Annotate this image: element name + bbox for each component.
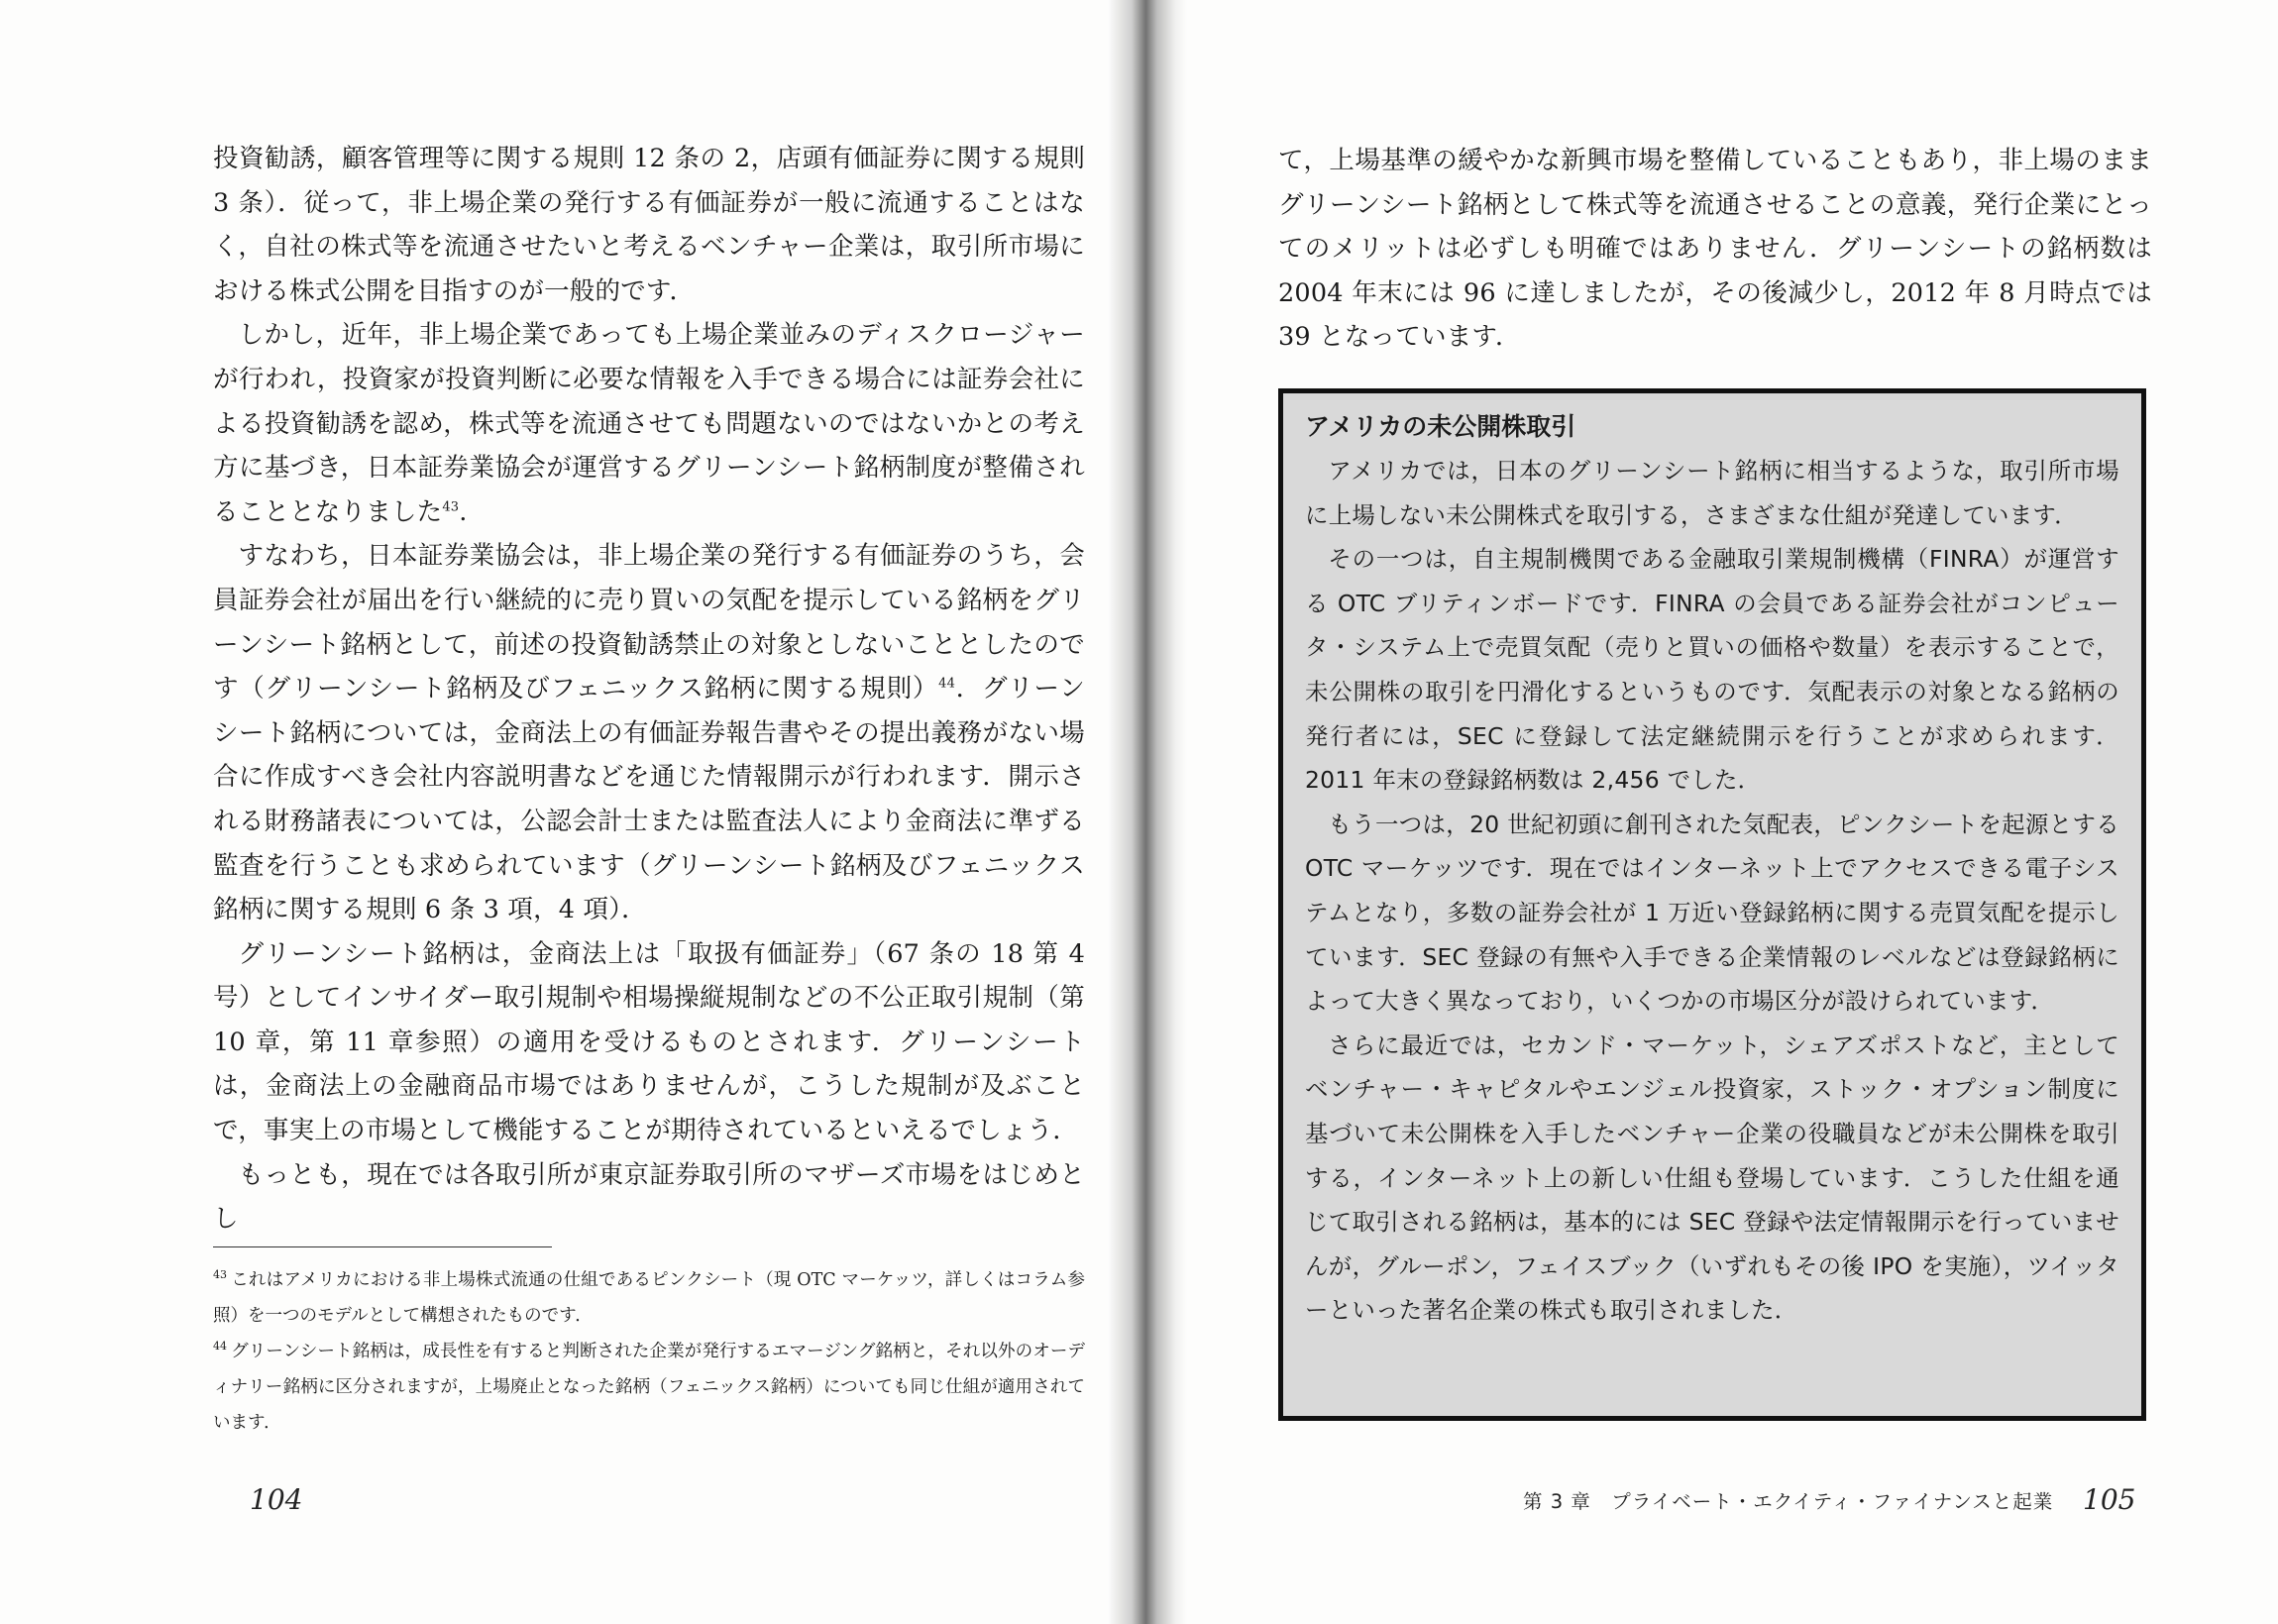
right-page-body [1278,139,2152,360]
body-paragraph [213,534,1085,931]
column-paragraph: もう一つは，20 世紀初頭に創刊された気配表，ピンクシートを起源とする OTC マーケッツです．現在ではインターネット上でアクセスできる電子システムとなり，多数の証券会社が 1 万近い登録銘柄に関する売買気配を提示しています．SEC 登録の有無や入手できる企業情報のレベルなどは登録銘柄によって大きく異なっており，いくつかの市場区分が設けられています． [1305,810,2119,1016]
footnote [213,1262,1085,1334]
footnote-text: グリーンシート銘柄は，成長性を有すると判断された企業が発行するエマージング銘柄と，それ以外のオーディナリー銘柄に区分されますが，上場廃止となった銘柄（フェニックス銘柄）についても同じ仕組が適用されています． [213,1342,1085,1433]
paragraph-text: しかし，近年，非上場企業であっても上場企業並みのディスクロージャーが行われ，投資家が投資判断に必要な情報を入手できる場合には証券会社による投資勧誘を認め，株式等を流通させても問題ないのではないかとの考え方に基づき，日本証券業協会が運営するグリーンシート銘柄制度が整備されることとなりました [213,320,1085,527]
footnotes [213,1262,1085,1441]
footnote-text: これはアメリカにおける非上場株式流通の仕組であるピンクシート（現 OTC マーケッツ，詳しくはコラム参照）を一つのモデルとして構想されたものです． [213,1270,1085,1326]
footnote-number: 44 [213,1340,227,1353]
column-paragraph: アメリカでは，日本のグリーンシート銘柄に相当するような，取引所市場に上場しない未公開株式を取引する，さまざまな仕組が発達しています． [1305,457,2119,529]
body-paragraph: 投資勧誘，顧客管理等に関する規則 12 条の 2，店頭有価証券に関する規則 3 条）．従って，非上場企業の発行する有価証券が一般に流通することはなく，自社の株式等を流通させたいと考えるベンチャー企業は，取引所市場における株式公開を目指すのが一般的です． [213,144,1085,306]
body-paragraph: もっとも，現在では各取引所が東京証券取引所のマザーズ市場をはじめとし [213,1159,1085,1235]
column-paragraph: その一つは，自主規制機関である金融取引業規制機構（FINRA）が運営する OTC ブリティンボードです．FINRA の会員である証券会社がコンピュータ・システム上で売買気配（売りと買いの価格や数量）を表示することで，未公開株の取引を円滑化するというものです．気配表示の対象となる銘柄の発行者には，SEC に登録して法定継続開示を行うことが求められます．2011 年末の登録銘柄数は 2,456 でした． [1305,545,2119,795]
footnote-reference: 44 [938,676,956,692]
footnote-number: 43 [213,1268,227,1282]
body-paragraph [213,313,1085,534]
column-box [1278,388,2146,1421]
page-number-right: 105 [2083,1483,2136,1516]
paragraph-text: すなわち，日本証券業協会は，非上場企業の発行する有価証券のうち，会員証券会社が届出を行い継続的に売り買いの気配を提示している銘柄をグリーンシート銘柄として，前述の投資勧誘禁止の対象としないこととしたのです（グリーンシート銘柄及びフェニックス銘柄に関する規則） [213,541,1085,704]
body-paragraph: グリーンシート銘柄は，金商法上は「取扱有価証券」（67 条の 18 第 4 号）としてインサイダー取引規制や相場操縦規制などの不公正取引規制（第 10 章，第 11 章参照）の適用を受けるものとされます．グリーンシートは，金商法上の金融商品市場ではありませんが，こうした規制が及ぶことで，事実上の市場として機能することが期待されているといえるでしょう． [213,938,1085,1146]
paragraph-text: ．グリーンシート銘柄については，金商法上の有価証券報告書やその提出義務がない場合に作成すべき会社内容説明書などを通じた情報開示が行われます．開示される財務諸表については，公認会計士または監査法人により金商法に準ずる監査を行うことも求められています（グリーンシート銘柄及びフェニックス銘柄に関する規則 6 条 3 項，4 項）． [213,674,1085,925]
footnote-divider [213,1246,552,1247]
footnote [213,1334,1085,1441]
footnote-reference: 43 [442,499,460,515]
page-number-left: 104 [250,1483,303,1516]
left-page-body [213,137,1085,1242]
binding-gutter [1108,0,1187,1624]
running-head: 第 3 章 プライベート・エクイティ・ファイナンスと起業 [1523,1490,2054,1513]
column-title: アメリカの未公開株取引 [1305,412,1576,441]
body-paragraph: て，上場基準の緩やかな新興市場を整備していることもあり，非上場のままグリーンシート銘柄として株式等を流通させることの意義，発行企業にとってのメリットは必ずしも明確ではありません．グリーンシートの銘柄数は 2004 年末には 96 に達しましたが，その後減少し，2012 年 8 月時点では 39 となっています． [1278,146,2152,353]
paragraph-text: . [459,496,468,527]
column-paragraph: さらに最近では，セカンド・マーケット，シェアズポストなど，主としてベンチャー・キャピタルやエンジェル投資家，ストック・オプション制度に基づいて未公開株を入手したベンチャー企業の役職員などが未公開株を取引する，インターネット上の新しい仕組も登場しています．こうした仕組を通じて取引される銘柄は，基本的には SEC 登録や法定情報開示を行っていませんが，グルーポン，フェイスブック（いずれもその後 IPO を実施），ツイッターといった著名企業の株式も取引されました． [1305,1030,2119,1325]
